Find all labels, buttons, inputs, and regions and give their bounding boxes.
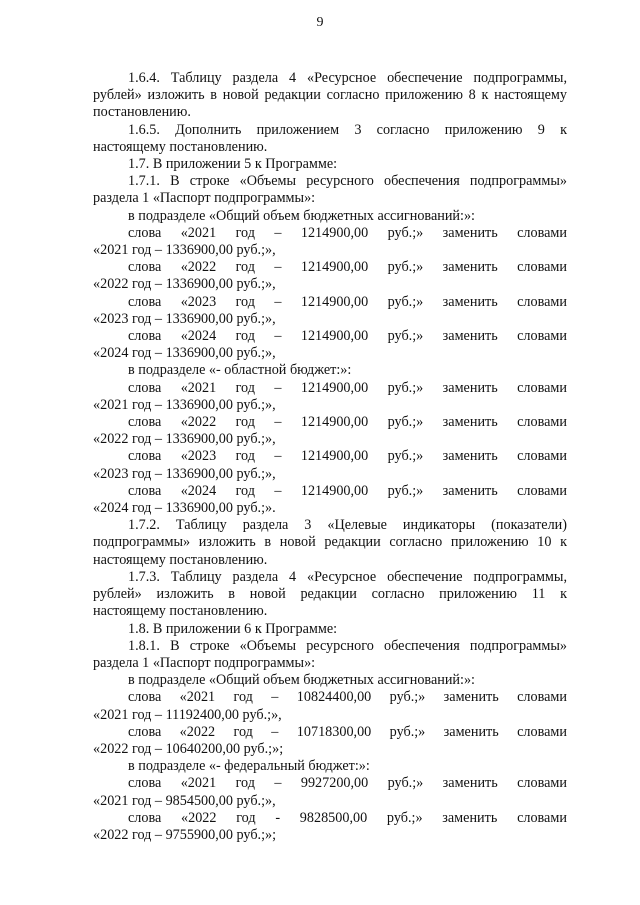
line-word: заменить	[442, 414, 498, 431]
line-word: 10718300,00	[296, 723, 372, 740]
text-line-p165_2: настоящему постановлению.	[93, 138, 268, 155]
line-word: словами	[517, 482, 567, 499]
line-word: слова	[128, 775, 162, 792]
line-word: словами	[517, 379, 567, 396]
line-word: 10824400,00	[296, 689, 372, 706]
line-word: «2022	[180, 259, 217, 276]
line-word: год	[233, 689, 253, 706]
text-line-r9a	[93, 689, 567, 706]
text-line-r11b: «2021 год – 9854500,00 руб.;»,	[93, 792, 276, 809]
line-word: слова	[128, 259, 162, 276]
line-word: словами	[517, 328, 567, 345]
line-word: «2021	[179, 689, 216, 706]
line-word: слова	[128, 689, 162, 706]
text-line-p171_2: раздела 1 «Паспорт подпрограммы»:	[93, 190, 316, 207]
text-line-r6a	[93, 414, 567, 431]
line-word: 1214900,00	[300, 259, 369, 276]
line-word: –	[274, 328, 282, 345]
text-line-p172_3: настоящему постановлению.	[93, 551, 268, 568]
line-word: 1214900,00	[300, 379, 369, 396]
line-word: слова	[128, 379, 162, 396]
line-word: 1214900,00	[300, 482, 369, 499]
text-line-r1b: «2021 год – 1336900,00 руб.;»,	[93, 242, 276, 259]
text-line-r10b: «2022 год – 10640200,00 руб.;»;	[93, 740, 284, 757]
line-word: заменить	[442, 293, 498, 310]
line-word: год	[236, 809, 256, 826]
text-line-p171_4: в подразделе «- областной бюджет:»:	[128, 362, 352, 379]
line-word: заменить	[442, 328, 498, 345]
line-word: «2021	[180, 224, 217, 241]
line-word: словами	[517, 689, 567, 706]
line-word: «2021	[180, 775, 217, 792]
text-line-r7b: «2023 год – 1336900,00 руб.;»,	[93, 465, 276, 482]
line-word: заменить	[442, 259, 498, 276]
line-word: –	[274, 414, 282, 431]
line-word: слова	[128, 414, 162, 431]
line-word: год	[235, 414, 255, 431]
text-line-p172_1: 1.7.2. Таблицу раздела 3 «Целевые индикаторы (показатели)	[128, 517, 567, 534]
text-line-r7a	[93, 448, 567, 465]
line-word: словами	[517, 224, 567, 241]
text-line-r12b: «2022 год – 9755900,00 руб.;»;	[93, 826, 277, 843]
line-word: –	[274, 259, 282, 276]
text-line-p164_2: рублей» изложить в новой редакции согласно приложению 8 к настоящему	[93, 87, 567, 104]
line-word: словами	[517, 809, 567, 826]
line-word: заменить	[442, 809, 498, 826]
line-word: слова	[128, 224, 162, 241]
text-line-p172_2: подпрограммы» изложить в новой редакции согласно приложению 10 к	[93, 534, 567, 551]
line-word: руб.;»	[387, 414, 424, 431]
line-word: –	[274, 293, 282, 310]
text-line-p173_3: настоящему постановлению.	[93, 603, 268, 620]
line-word: «2024	[180, 328, 217, 345]
line-word: руб.;»	[387, 482, 424, 499]
text-line-r1a	[93, 225, 567, 242]
line-word: «2023	[180, 293, 217, 310]
line-word: 9828500,00	[299, 809, 368, 826]
text-line-p17: 1.7. В приложении 5 к Программе:	[128, 156, 338, 173]
line-word: –	[271, 723, 279, 740]
line-word: 9927200,00	[300, 775, 369, 792]
line-word: заменить	[442, 448, 498, 465]
line-word: словами	[517, 775, 567, 792]
text-line-r5a	[93, 380, 567, 397]
line-word: 1214900,00	[300, 328, 369, 345]
line-word: словами	[517, 448, 567, 465]
line-word: -	[275, 809, 281, 826]
line-word: год	[235, 775, 255, 792]
text-line-p164_1: 1.6.4. Таблицу раздела 4 «Ресурсное обеспечение подпрограммы,	[128, 70, 567, 86]
line-word: «2021	[180, 379, 217, 396]
line-word: 1214900,00	[300, 293, 369, 310]
line-word: заменить	[443, 723, 499, 740]
line-word: –	[274, 379, 282, 396]
line-word: год	[235, 293, 255, 310]
line-word: руб.;»	[387, 293, 424, 310]
line-word: год	[235, 328, 255, 345]
line-word: год	[235, 224, 255, 241]
text-line-r5b: «2021 год – 1336900,00 руб.;»,	[93, 396, 276, 413]
text-line-p171_3: в подразделе «Общий объем бюджетных ассигнований:»:	[128, 207, 475, 224]
line-word: год	[235, 482, 255, 499]
text-line-r2a	[93, 259, 567, 276]
line-word: руб.;»	[387, 775, 424, 792]
text-line-r8a	[93, 483, 567, 500]
text-line-r3a	[93, 294, 567, 311]
text-line-r12a	[93, 810, 567, 827]
line-word: 1214900,00	[300, 414, 369, 431]
text-line-r11a	[93, 775, 567, 792]
text-line-r3b: «2023 год – 1336900,00 руб.;»,	[93, 310, 276, 327]
line-word: словами	[517, 723, 567, 740]
text-line-p181_3: в подразделе «Общий объем бюджетных ассигнований:»:	[128, 672, 475, 689]
line-word: слова	[128, 723, 162, 740]
line-word: год	[235, 379, 255, 396]
text-line-p18: 1.8. В приложении 6 к Программе:	[128, 620, 338, 637]
line-word: руб.;»	[387, 448, 424, 465]
text-line-p171_1: 1.7.1. В строке «Объемы ресурсного обеспечения подпрограммы»	[128, 173, 567, 190]
line-word: руб.;»	[389, 689, 426, 706]
line-word: –	[271, 689, 279, 706]
text-line-r9b: «2021 год – 11192400,00 руб.;»,	[93, 706, 282, 723]
line-word: «2022	[180, 414, 217, 431]
line-word: руб.;»	[387, 328, 424, 345]
page-number: 9	[316, 15, 324, 30]
text-line-r4b: «2024 год – 1336900,00 руб.;»,	[93, 345, 276, 362]
line-word: словами	[517, 259, 567, 276]
line-word: «2022	[179, 723, 216, 740]
text-line-p181_1: 1.8.1. В строке «Объемы ресурсного обеспечения подпрограммы»	[128, 637, 567, 654]
line-word: руб.;»	[387, 379, 424, 396]
line-word: –	[274, 224, 282, 241]
line-word: –	[274, 775, 282, 792]
line-word: «2022	[181, 809, 217, 826]
line-word: –	[274, 482, 282, 499]
line-word: руб.;»	[386, 809, 423, 826]
line-word: –	[274, 448, 282, 465]
line-word: слова	[128, 293, 162, 310]
line-word: год	[235, 448, 255, 465]
text-line-p181_2: раздела 1 «Паспорт подпрограммы»:	[93, 654, 316, 671]
line-word: руб.;»	[387, 259, 424, 276]
line-word: слова	[128, 482, 162, 499]
document-body	[93, 70, 567, 844]
text-line-r6b: «2022 год – 1336900,00 руб.;»,	[93, 431, 276, 448]
line-word: заменить	[442, 379, 498, 396]
line-word: 1214900,00	[300, 448, 369, 465]
text-line-p165_1: 1.6.5. Дополнить приложением 3 согласно приложению 9 к	[128, 121, 567, 138]
text-line-p173_2: рублей» изложить в новой редакции согласно приложению 11 к	[93, 586, 567, 603]
text-line-r2b: «2022 год – 1336900,00 руб.;»,	[93, 276, 276, 293]
line-word: заменить	[443, 689, 499, 706]
text-line-r8b: «2024 год – 1336900,00 руб.;».	[93, 500, 276, 517]
line-word: слова	[128, 809, 162, 826]
text-line-p164_3: постановлению.	[93, 104, 191, 121]
text-line-p181_4: в подразделе «- федеральный бюджет:»:	[128, 758, 370, 775]
line-word: словами	[517, 293, 567, 310]
line-word: «2024	[180, 482, 217, 499]
line-word: заменить	[442, 224, 498, 241]
line-word: заменить	[442, 775, 498, 792]
line-word: словами	[517, 414, 567, 431]
line-word: год	[233, 723, 253, 740]
line-word: 1214900,00	[300, 224, 369, 241]
text-line-r10a	[93, 724, 567, 741]
line-word: руб.;»	[387, 224, 424, 241]
line-word: «2023	[180, 448, 217, 465]
line-word: слова	[128, 448, 162, 465]
text-line-r4a	[93, 328, 567, 345]
text-line-p173_1: 1.7.3. Таблицу раздела 4 «Ресурсное обеспечение подпрограммы,	[128, 568, 567, 585]
line-word: заменить	[442, 482, 498, 499]
line-word: год	[235, 259, 255, 276]
line-word: руб.;»	[389, 723, 426, 740]
line-word: слова	[128, 328, 162, 345]
